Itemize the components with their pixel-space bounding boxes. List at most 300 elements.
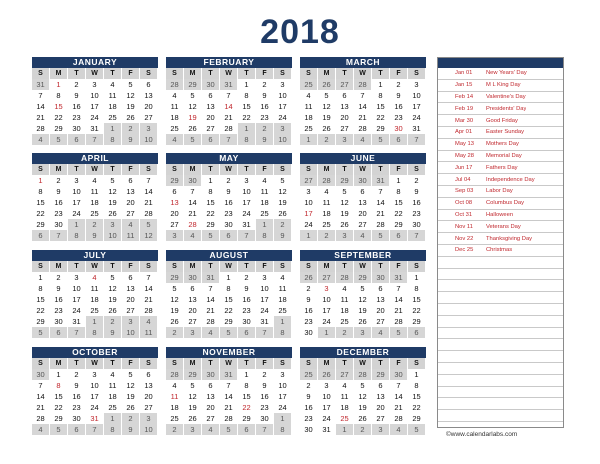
holiday-name: Valentine's Day <box>486 93 526 100</box>
holiday-row <box>438 92 563 104</box>
note-line[interactable] <box>438 351 563 363</box>
day-cell: 30 <box>68 123 86 134</box>
weekday-label: F <box>256 68 274 79</box>
month-october <box>32 347 158 435</box>
day-cell: 6 <box>140 79 158 90</box>
weeks <box>32 79 158 145</box>
day-cell: 17 <box>274 391 292 402</box>
day-cell: 14 <box>140 186 158 197</box>
holiday-date: Apr 01 <box>455 129 473 136</box>
day-cell: 13 <box>354 197 372 208</box>
day-cell: 31 <box>318 424 336 435</box>
weeks <box>166 175 292 241</box>
adjacent-month-day-cell: 1 <box>68 219 86 230</box>
holiday-date: Feb 14 <box>455 93 474 100</box>
week-row <box>300 369 426 380</box>
day-cell: 12 <box>184 101 202 112</box>
adjacent-month-day-cell: 29 <box>336 175 354 186</box>
day-cell: 2 <box>68 79 86 90</box>
day-cell: 3 <box>68 175 86 186</box>
day-cell: 4 <box>166 90 184 101</box>
day-cell: 9 <box>238 283 256 294</box>
week-row <box>32 79 158 90</box>
month-header: JULY <box>32 250 158 261</box>
weekday-header-row <box>166 164 292 175</box>
adjacent-month-day-cell: 1 <box>336 424 354 435</box>
weekday-label: T <box>202 261 220 272</box>
day-cell: 8 <box>50 90 68 101</box>
day-cell: 21 <box>220 112 238 123</box>
note-line[interactable] <box>438 316 563 328</box>
day-cell: 18 <box>336 402 354 413</box>
weekday-label: S <box>32 68 50 79</box>
weekday-label: M <box>184 68 202 79</box>
day-cell: 22 <box>50 402 68 413</box>
day-cell: 1 <box>220 272 238 283</box>
week-row <box>300 79 426 90</box>
day-cell: 11 <box>336 294 354 305</box>
day-cell: 14 <box>390 391 408 402</box>
week-row <box>32 175 158 186</box>
adjacent-month-day-cell: 4 <box>140 316 158 327</box>
week-row <box>300 186 426 197</box>
day-cell: 19 <box>184 402 202 413</box>
adjacent-month-day-cell: 9 <box>274 230 292 241</box>
day-cell: 20 <box>122 197 140 208</box>
day-cell: 24 <box>274 112 292 123</box>
day-cell: 2 <box>256 369 274 380</box>
adjacent-month-day-cell: 6 <box>238 424 256 435</box>
day-cell: 15 <box>238 391 256 402</box>
day-cell: 12 <box>274 186 292 197</box>
weekday-label: M <box>318 68 336 79</box>
day-cell: 23 <box>68 402 86 413</box>
day-cell: 10 <box>300 197 318 208</box>
weekday-header-row <box>300 261 426 272</box>
adjacent-month-day-cell: 5 <box>220 327 238 338</box>
day-cell: 6 <box>202 90 220 101</box>
holiday-name: Independence Day <box>486 176 535 183</box>
adjacent-month-day-cell: 7 <box>408 134 426 145</box>
day-cell: 9 <box>68 90 86 101</box>
weekday-label: S <box>300 358 318 369</box>
holiday-name: Columbus Day <box>486 200 525 207</box>
weeks <box>32 175 158 241</box>
day-cell: 29 <box>50 413 68 424</box>
week-row <box>32 413 158 424</box>
day-cell: 10 <box>256 283 274 294</box>
weeks <box>166 272 292 338</box>
day-cell: 24 <box>86 112 104 123</box>
weekday-label: S <box>408 68 426 79</box>
adjacent-month-day-cell: 4 <box>202 327 220 338</box>
weekday-label: S <box>166 164 184 175</box>
day-cell: 7 <box>220 90 238 101</box>
day-cell: 14 <box>220 391 238 402</box>
day-cell: 28 <box>354 123 372 134</box>
day-cell: 26 <box>104 208 122 219</box>
day-cell: 29 <box>32 316 50 327</box>
adjacent-month-day-cell: 29 <box>372 369 390 380</box>
day-cell: 12 <box>318 101 336 112</box>
day-cell: 16 <box>50 294 68 305</box>
week-row <box>32 391 158 402</box>
weekday-header-row <box>166 261 292 272</box>
note-line[interactable] <box>438 280 563 292</box>
adjacent-month-day-cell: 2 <box>86 219 104 230</box>
day-cell: 5 <box>122 79 140 90</box>
day-cell: 4 <box>256 175 274 186</box>
weekday-label: T <box>238 261 256 272</box>
day-cell: 9 <box>256 90 274 101</box>
day-cell: 2 <box>50 272 68 283</box>
day-cell: 21 <box>390 402 408 413</box>
week-row <box>166 175 292 186</box>
week-row <box>166 230 292 241</box>
day-cell: 25 <box>104 112 122 123</box>
weekday-header-row <box>32 164 158 175</box>
holiday-day-cell: 22 <box>238 402 256 413</box>
holiday-day-cell: 1 <box>32 175 50 186</box>
holiday-name: Mothers Day <box>486 141 519 148</box>
day-cell: 14 <box>354 101 372 112</box>
day-cell: 11 <box>104 90 122 101</box>
day-cell: 2 <box>300 283 318 294</box>
day-cell: 7 <box>32 380 50 391</box>
day-cell: 22 <box>238 112 256 123</box>
day-cell: 12 <box>336 197 354 208</box>
week-row <box>300 413 426 424</box>
adjacent-month-day-cell: 7 <box>408 230 426 241</box>
week-row <box>300 208 426 219</box>
day-cell: 22 <box>32 305 50 316</box>
holiday-day-cell: 4 <box>86 272 104 283</box>
adjacent-month-day-cell: 9 <box>122 424 140 435</box>
day-cell: 5 <box>122 369 140 380</box>
month-february <box>166 57 292 145</box>
day-cell: 20 <box>140 101 158 112</box>
weekday-label: W <box>354 358 372 369</box>
day-cell: 2 <box>50 175 68 186</box>
day-cell: 25 <box>336 316 354 327</box>
day-cell: 19 <box>122 101 140 112</box>
day-cell: 29 <box>32 219 50 230</box>
note-line[interactable] <box>438 363 563 375</box>
weekday-label: S <box>140 358 158 369</box>
adjacent-month-day-cell: 28 <box>166 369 184 380</box>
day-cell: 21 <box>140 294 158 305</box>
holiday-row <box>438 186 563 198</box>
day-cell: 4 <box>86 175 104 186</box>
day-cell: 13 <box>202 391 220 402</box>
note-line[interactable] <box>438 328 563 340</box>
holiday-name: Good Friday <box>486 117 518 124</box>
day-cell: 1 <box>32 272 50 283</box>
weekday-label: S <box>140 261 158 272</box>
day-cell: 16 <box>68 101 86 112</box>
note-line[interactable] <box>438 269 563 281</box>
weekday-label: M <box>318 164 336 175</box>
week-row <box>300 316 426 327</box>
month-april <box>32 153 158 241</box>
day-cell: 11 <box>256 186 274 197</box>
holiday-day-cell: 31 <box>86 413 104 424</box>
adjacent-month-day-cell: 3 <box>184 424 202 435</box>
adjacent-month-day-cell: 5 <box>140 219 158 230</box>
day-cell: 17 <box>318 402 336 413</box>
day-cell: 15 <box>50 391 68 402</box>
week-row <box>32 327 158 338</box>
week-row <box>166 391 292 402</box>
week-row <box>166 219 292 230</box>
day-cell: 20 <box>202 112 220 123</box>
weekday-label: F <box>390 68 408 79</box>
holiday-panel-header <box>438 58 563 68</box>
day-cell: 30 <box>408 219 426 230</box>
day-cell: 20 <box>336 112 354 123</box>
weekday-label: F <box>122 261 140 272</box>
week-row <box>32 283 158 294</box>
day-cell: 9 <box>300 391 318 402</box>
day-cell: 1 <box>50 369 68 380</box>
day-cell: 25 <box>274 305 292 316</box>
adjacent-month-day-cell: 1 <box>86 316 104 327</box>
adjacent-month-day-cell: 25 <box>300 79 318 90</box>
day-cell: 21 <box>390 305 408 316</box>
day-cell: 2 <box>300 380 318 391</box>
weekday-label: M <box>184 261 202 272</box>
month-header: FEBRUARY <box>166 57 292 68</box>
adjacent-month-day-cell: 30 <box>372 272 390 283</box>
day-cell: 22 <box>32 208 50 219</box>
day-cell: 20 <box>184 305 202 316</box>
weekday-label: T <box>336 358 354 369</box>
weekday-label: T <box>336 261 354 272</box>
week-row <box>166 283 292 294</box>
day-cell: 27 <box>202 123 220 134</box>
day-cell: 27 <box>372 413 390 424</box>
adjacent-month-day-cell: 5 <box>32 327 50 338</box>
adjacent-month-day-cell: 7 <box>220 134 238 145</box>
day-cell: 9 <box>390 90 408 101</box>
day-cell: 21 <box>184 208 202 219</box>
day-cell: 22 <box>390 208 408 219</box>
day-cell: 15 <box>408 294 426 305</box>
adjacent-month-day-cell: 10 <box>274 134 292 145</box>
day-cell: 10 <box>318 391 336 402</box>
weekday-header-row <box>32 358 158 369</box>
weekday-label: W <box>86 261 104 272</box>
day-cell: 23 <box>50 208 68 219</box>
holiday-day-cell: 1 <box>50 79 68 90</box>
weekday-label: M <box>318 358 336 369</box>
day-cell: 17 <box>86 391 104 402</box>
week-row <box>300 134 426 145</box>
adjacent-month-day-cell: 31 <box>220 369 238 380</box>
month-december <box>300 347 426 435</box>
note-line[interactable] <box>438 375 563 387</box>
month-august <box>166 250 292 338</box>
week-row <box>32 424 158 435</box>
day-cell: 9 <box>256 380 274 391</box>
adjacent-month-day-cell: 28 <box>166 79 184 90</box>
day-cell: 26 <box>354 316 372 327</box>
holiday-date: Feb 19 <box>455 105 474 112</box>
day-cell: 6 <box>184 283 202 294</box>
day-cell: 29 <box>372 123 390 134</box>
weekday-label: F <box>122 358 140 369</box>
week-row <box>166 134 292 145</box>
adjacent-month-day-cell: 7 <box>256 327 274 338</box>
note-line[interactable] <box>438 398 563 410</box>
day-cell: 28 <box>372 219 390 230</box>
day-cell: 14 <box>202 294 220 305</box>
day-cell: 13 <box>202 101 220 112</box>
weekday-label: F <box>390 261 408 272</box>
weeks <box>300 369 426 435</box>
day-cell: 18 <box>86 197 104 208</box>
adjacent-month-day-cell: 6 <box>68 424 86 435</box>
weekday-label: T <box>68 68 86 79</box>
week-row <box>32 316 158 327</box>
day-cell: 5 <box>354 380 372 391</box>
week-row <box>166 197 292 208</box>
weekday-label: S <box>32 261 50 272</box>
adjacent-month-day-cell: 3 <box>122 316 140 327</box>
note-line[interactable] <box>438 304 563 316</box>
week-row <box>32 101 158 112</box>
month-header: DECEMBER <box>300 347 426 358</box>
weekday-label: W <box>86 68 104 79</box>
holiday-name: Veterans Day <box>486 223 521 230</box>
weekday-label: W <box>86 358 104 369</box>
day-cell: 1 <box>372 79 390 90</box>
week-row <box>166 413 292 424</box>
note-line[interactable] <box>438 410 563 422</box>
day-cell: 25 <box>166 123 184 134</box>
day-cell: 30 <box>50 316 68 327</box>
weeks <box>166 369 292 435</box>
day-cell: 27 <box>354 219 372 230</box>
adjacent-month-day-cell: 8 <box>104 424 122 435</box>
day-cell: 28 <box>32 413 50 424</box>
weekday-label: S <box>274 261 292 272</box>
day-cell: 23 <box>68 112 86 123</box>
day-cell: 3 <box>256 272 274 283</box>
day-cell: 10 <box>86 90 104 101</box>
adjacent-month-day-cell: 5 <box>50 134 68 145</box>
day-cell: 20 <box>166 208 184 219</box>
holiday-panel <box>437 57 564 428</box>
week-row <box>32 272 158 283</box>
adjacent-month-day-cell: 3 <box>336 134 354 145</box>
holiday-name: Easter Sunday <box>486 129 525 136</box>
week-row <box>32 186 158 197</box>
day-cell: 15 <box>390 197 408 208</box>
day-cell: 5 <box>166 283 184 294</box>
weekday-label: T <box>202 68 220 79</box>
note-line[interactable] <box>438 387 563 399</box>
day-cell: 6 <box>336 90 354 101</box>
holiday-day-cell: 25 <box>336 413 354 424</box>
weekday-label: W <box>220 358 238 369</box>
day-cell: 17 <box>256 294 274 305</box>
day-cell: 29 <box>238 413 256 424</box>
week-row <box>32 380 158 391</box>
holiday-day-cell: 3 <box>318 283 336 294</box>
day-cell: 22 <box>220 305 238 316</box>
adjacent-month-day-cell: 5 <box>220 424 238 435</box>
day-cell: 4 <box>104 79 122 90</box>
weekday-label: S <box>140 164 158 175</box>
holiday-day-cell: 19 <box>184 112 202 123</box>
day-cell: 7 <box>140 175 158 186</box>
weekday-label: S <box>408 261 426 272</box>
day-cell: 8 <box>372 90 390 101</box>
note-line[interactable] <box>438 257 563 269</box>
day-cell: 30 <box>68 413 86 424</box>
weekday-label: S <box>300 68 318 79</box>
day-cell: 19 <box>274 197 292 208</box>
holiday-row <box>438 139 563 151</box>
adjacent-month-day-cell: 10 <box>104 230 122 241</box>
week-row <box>32 369 158 380</box>
holiday-date: Dec 25 <box>455 247 474 254</box>
day-cell: 15 <box>238 101 256 112</box>
holiday-row <box>438 162 563 174</box>
day-cell: 28 <box>390 316 408 327</box>
adjacent-month-day-cell: 8 <box>68 230 86 241</box>
holiday-name: Halloween <box>486 211 514 218</box>
day-cell: 6 <box>354 186 372 197</box>
month-header: SEPTEMBER <box>300 250 426 261</box>
adjacent-month-day-cell: 2 <box>122 413 140 424</box>
weekday-header-row <box>300 164 426 175</box>
weekday-label: T <box>202 164 220 175</box>
day-cell: 19 <box>336 208 354 219</box>
adjacent-month-day-cell: 6 <box>32 230 50 241</box>
day-cell: 22 <box>408 305 426 316</box>
weekday-label: S <box>300 164 318 175</box>
note-line[interactable] <box>438 292 563 304</box>
weekday-label: W <box>354 164 372 175</box>
day-cell: 23 <box>256 402 274 413</box>
adjacent-month-day-cell: 6 <box>390 134 408 145</box>
day-cell: 12 <box>122 90 140 101</box>
day-cell: 5 <box>104 175 122 186</box>
day-cell: 3 <box>86 79 104 90</box>
day-cell: 24 <box>256 305 274 316</box>
day-cell: 24 <box>68 305 86 316</box>
week-row <box>32 197 158 208</box>
day-cell: 14 <box>390 294 408 305</box>
holiday-day-cell: 30 <box>390 123 408 134</box>
week-row <box>166 294 292 305</box>
weekday-label: W <box>220 68 238 79</box>
week-row <box>166 186 292 197</box>
day-cell: 27 <box>202 413 220 424</box>
holiday-date: Jan 01 <box>455 70 473 77</box>
day-cell: 27 <box>140 112 158 123</box>
adjacent-month-day-cell: 6 <box>68 134 86 145</box>
note-line[interactable] <box>438 339 563 351</box>
week-row <box>300 402 426 413</box>
day-cell: 11 <box>318 197 336 208</box>
day-cell: 29 <box>390 219 408 230</box>
adjacent-month-day-cell: 8 <box>238 134 256 145</box>
day-cell: 18 <box>104 391 122 402</box>
day-cell: 12 <box>104 186 122 197</box>
